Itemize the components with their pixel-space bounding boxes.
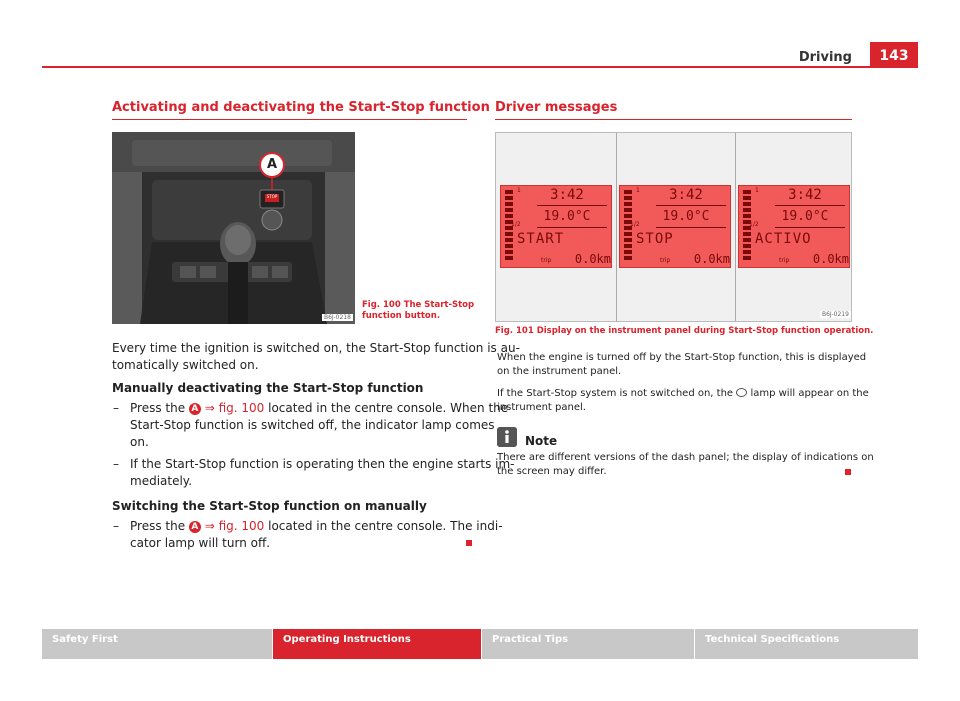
- section-heading-start-stop: Activating and deactivating the Start-Stop function: [112, 100, 490, 115]
- note-line1: There are different versions of the dash panel; the display of indications on: [497, 452, 874, 463]
- lcd-time: 3:42: [669, 187, 703, 203]
- bullet-dash-2: –: [113, 457, 119, 471]
- lcd-rule: [656, 227, 726, 228]
- footer-tab-operating-instructions[interactable]: Operating Instructions: [273, 629, 481, 659]
- lcd-distance: 0.0km: [693, 252, 730, 266]
- driver-msg-p2-line2: instrument panel.: [497, 402, 586, 413]
- figure-101-caption: Fig. 101 Display on the instrument panel during Start-Stop function operation.: [495, 326, 874, 336]
- footer-tab-practical-tips[interactable]: Practical Tips: [482, 629, 694, 659]
- section-rule-right: [495, 119, 852, 120]
- lcd-rule: [775, 227, 845, 228]
- running-header-title: Driving: [798, 50, 852, 65]
- bullet-2-line1: If the Start-Stop function is operating then the engine starts im-: [130, 457, 515, 471]
- lcd-display-start: [500, 185, 612, 268]
- lcd-half-label: 1/2: [749, 221, 759, 228]
- footer-tab-technical-specifications[interactable]: Technical Specifications: [695, 629, 918, 659]
- driver-msg-p1-line2: on the instrument panel.: [497, 366, 622, 377]
- driver-msg-p1-line1: When the engine is turned off by the Start-Stop function, this is displayed: [497, 352, 867, 363]
- lcd-rule: [537, 205, 607, 206]
- lcd-trip-label: trip: [541, 257, 552, 264]
- lcd-display-stop: [619, 185, 731, 268]
- note-line2: the screen may differ.: [497, 466, 607, 477]
- bullet-1-line3: on.: [130, 435, 149, 449]
- lcd-message: STOP: [636, 231, 674, 247]
- lcd-one-label: 1: [636, 187, 640, 194]
- driver-msg-p2-line1: If the Start-Stop system is not switched on, the lamp will appear on the: [497, 388, 869, 399]
- stop-button-label: STOP: [266, 194, 278, 199]
- lcd-distance: 0.0km: [812, 252, 849, 266]
- section-end-marker: [845, 469, 851, 475]
- lcd-rule: [537, 227, 607, 228]
- callout-a-label: A: [266, 157, 278, 172]
- header-rule: [42, 66, 918, 68]
- subheading-manual-switch-on: Switching the Start-Stop function on manually: [112, 499, 427, 513]
- figure-100-photo: [112, 132, 355, 324]
- lcd-one-label: 1: [517, 187, 521, 194]
- lcd-rule: [656, 205, 726, 206]
- figure-101-code: B6J-0219: [822, 311, 849, 318]
- section-heading-driver-messages: Driver messages: [495, 100, 618, 115]
- lcd-rule: [775, 205, 845, 206]
- lcd-half-label: 1/2: [630, 221, 640, 228]
- lcd-message: START: [517, 231, 565, 247]
- figure-reference-link[interactable]: ⇒ fig. 100: [204, 519, 265, 533]
- lcd-display-activo: [738, 185, 850, 268]
- lcd-temperature: 19.0°C: [662, 209, 710, 224]
- figure-100-caption-line2: function button.: [362, 311, 441, 321]
- lcd-half-label: 1/2: [511, 221, 521, 228]
- figure-100-caption-line1: Fig. 100 The Start-Stop: [362, 300, 475, 310]
- callout-a-badge: A: [189, 521, 201, 533]
- footer-tab-safety-first[interactable]: Safety First: [42, 629, 272, 659]
- figure-100-code: B6J-0218: [324, 314, 351, 321]
- intro-line2: tomatically switched on.: [112, 358, 259, 372]
- subheading-manual-deactivate: Manually deactivating the Start-Stop function: [112, 381, 424, 395]
- lcd-distance: 0.0km: [574, 252, 611, 266]
- bullet-dash-1: –: [113, 401, 119, 415]
- lcd-time: 3:42: [550, 187, 584, 203]
- callout-a-badge: A: [189, 403, 201, 415]
- note-title: Note: [525, 434, 558, 448]
- lcd-time: 3:42: [788, 187, 822, 203]
- bullet-3-line2: cator lamp will turn off.: [130, 536, 271, 550]
- bullet-3-line1: Press the A ⇒ fig. 100 located in the centre console. The indi-: [130, 519, 503, 533]
- panel-divider: [735, 133, 736, 321]
- lcd-trip-label: trip: [779, 257, 790, 264]
- console-illustration: [112, 132, 355, 324]
- page-number: 143: [870, 42, 918, 68]
- panel-divider: [616, 133, 617, 321]
- info-icon: [497, 427, 517, 447]
- bullet-1-line2: Start-Stop function is switched off, the indicator lamp comes: [130, 418, 495, 432]
- lcd-temperature: 19.0°C: [781, 209, 829, 224]
- start-stop-lamp-icon: [736, 388, 747, 397]
- section-end-marker: [466, 540, 472, 546]
- bullet-dash-3: –: [113, 519, 119, 533]
- lcd-one-label: 1: [755, 187, 759, 194]
- bullet-1-line1: Press the A ⇒ fig. 100 located in the centre console. When the: [130, 401, 509, 415]
- lcd-trip-label: trip: [660, 257, 671, 264]
- bullet-2-line2: mediately.: [130, 474, 193, 488]
- section-rule-left: [112, 119, 467, 120]
- figure-101-display-panel: [495, 132, 852, 322]
- lcd-temperature: 19.0°C: [543, 209, 591, 224]
- intro-line1: Every time the ignition is switched on, the Start-Stop function is au-: [112, 341, 520, 355]
- figure-reference-link[interactable]: ⇒ fig. 100: [204, 401, 265, 415]
- note-icon: [497, 427, 517, 447]
- lcd-message: ACTIVO: [755, 231, 812, 247]
